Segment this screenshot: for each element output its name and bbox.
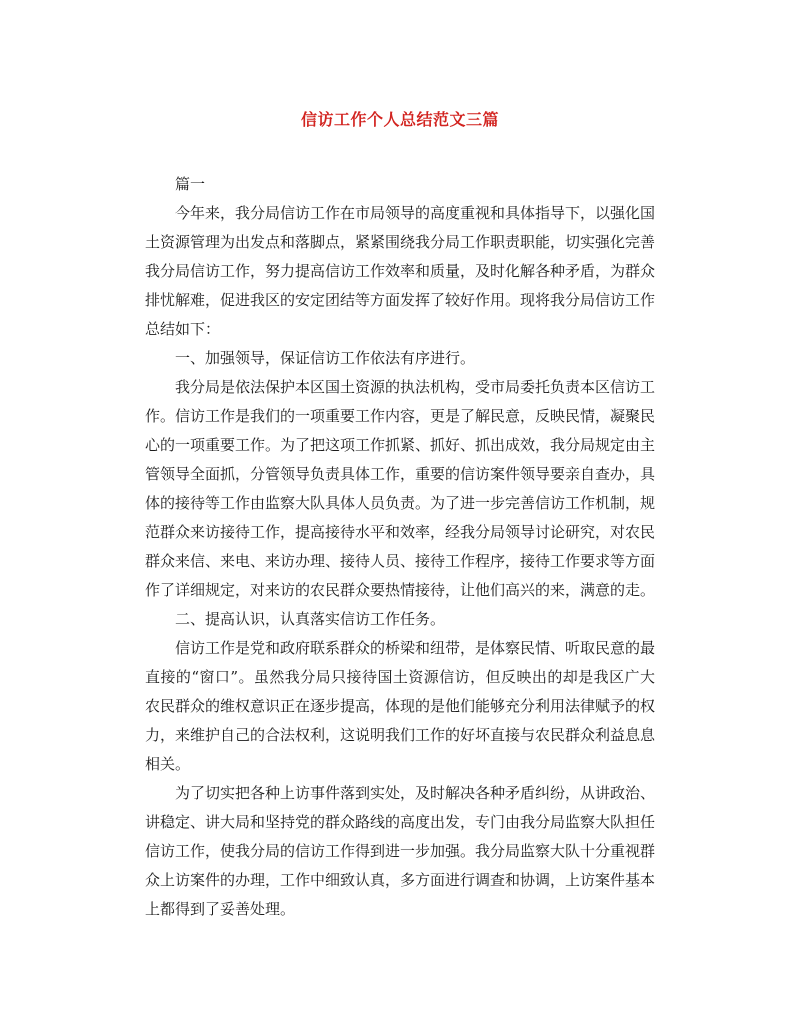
page-title: 信访工作个人总结范文三篇 [300,110,499,129]
heading-section-two: 二、提高认识，认真落实信访工作任务。 [175,610,446,628]
paragraph-section-two-body: 信访工作是党和政府联系群众的桥梁和纽带，是体察民情、听取民意的最直接的“窗口”。虽然我分局只接待国土资源信访，但反映出的却是我区广大农民群众的维权意识正在逐步提高，体现的是他们能够充分利用法律赋予的权力，来维护自己的合法权利，这说明我们工作的好坏直接与农民群众利益息息相关。 [145,639,656,773]
heading-section-one: 一、加强领导，保证信访工作依法有序进行。 [175,349,476,367]
paragraph-section-label: 篇一 [175,175,206,193]
paragraph-section-one-body: 我分局是依法保护本区国土资源的执法机构，受市局委托负责本区信访工作。信访工作是我们的一项重要工作内容，更是了解民意，反映民情，凝聚民心的一项重要工作。为了把这项工作抓紧、抓好、抓出成效，我分局规定由主管领导全面抓，分管领导负责具体工作，重要的信访案件领导要亲自查办，具体的接待等工作由监察大队具体人员负责。为了进一步完善信访工作机制，规范群众来访接待工作，提高接待水平和效率，经我分局领导讨论研究，对农民群众来信、来电、来访办理、接待人员、接待工作程序，接待工作要求等方面作了详细规定，对来访的农民群众要热情接待，让他们高兴的来，满意的走。 [145,378,656,599]
paragraph-intro: 今年来，我分局信访工作在市局领导的高度重视和具体指导下，以强化国土资源管理为出发点和落脚点，紧紧围绕我分局工作职责职能，切实强化完善我分局信访工作，努力提高信访工作效率和质量，及时化解各种矛盾，为群众排忧解难，促进我区的安定团结等方面发挥了较好作用。现将我分局信访工作总结如下： [145,204,656,338]
paragraph-section-two-continued: 为了切实把各种上访事件落到实处，及时解决各种矛盾纠纷，从讲政治、讲稳定、讲大局和坚持党的群众路线的高度出发，专门由我分局监察大队担任信访工作，使我分局的信访工作得到进一步加强。我分局监察大队十分重视群众上访案件的办理，工作中细致认真，多方面进行调查和协调，上访案件基本上都得到了妥善处理。 [145,784,656,918]
